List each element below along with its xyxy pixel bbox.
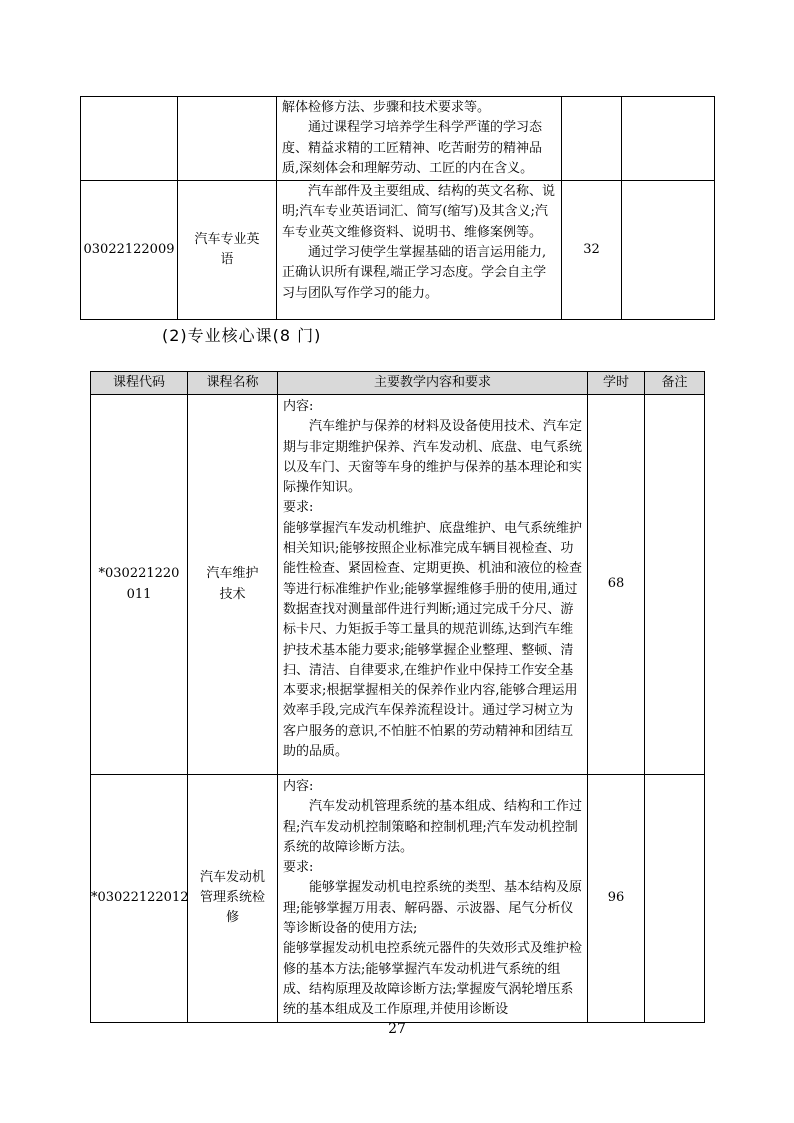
header-course-note: 备注 — [645, 372, 705, 395]
course-note-cell — [622, 97, 715, 181]
course-name-cell: 汽车维护技术 — [188, 395, 278, 775]
content-paragraph: 汽车维护与保养的材料及设备使用技术、汽车定期与非定期维护保养、汽车发动机、底盘、电气系统以及车门、天窗等车身的维护与保养的基本理论和实际操作知识。 — [283, 419, 583, 496]
content-paragraph: 内容: — [283, 779, 314, 794]
content-paragraph: 能够掌握发动机电控系统元器件的失效形式及维护检修的基本方法;能够掌握汽车发动机进气系统的组成、结构原理及故障诊断方法;掌握废气涡轮增压系统的基本组成及工作原理,并使用诊断设 — [283, 941, 583, 1018]
course-code-cell: *030221220011 — [91, 395, 188, 775]
course-hours-cell: 96 — [588, 775, 645, 1023]
course-hours-cell: 68 — [588, 395, 645, 775]
course-name-cell: 汽车专业英语 — [178, 181, 277, 320]
course-content-cell — [278, 775, 588, 1023]
course-content-cell — [278, 395, 588, 775]
section-title: (2)专业核心课(8 门) — [162, 326, 322, 345]
header-course-code: 课程代码 — [91, 372, 188, 395]
content-paragraph: 解体检修方法、步骤和技术要求等。 — [282, 100, 491, 115]
course-content-cell — [277, 181, 562, 320]
content-paragraph: 要求: — [283, 860, 314, 876]
content-paragraph: 通过课程学习培养学生科学严谨的学习态度、精益求精的工匠精神、吃苦耐劳的精神品质,深刻体会和理解劳动、工匠的内在含义。 — [282, 120, 543, 176]
table-row — [81, 181, 715, 320]
page-number: 27 — [388, 1021, 406, 1037]
table-header-row — [91, 372, 705, 395]
course-note-cell — [622, 181, 715, 320]
course-hours-cell — [562, 97, 622, 181]
content-paragraph: 内容: — [283, 399, 314, 414]
course-code-cell: *03022122012 — [91, 775, 188, 1023]
table-row — [91, 775, 705, 1023]
content-paragraph: 能够掌握发动机电控系统的类型、基本结构及原理;能够掌握万用表、解码器、示波器、尾气分析仪等诊断设备的使用方法; — [283, 880, 583, 937]
header-course-content: 主要教学内容和要求 — [278, 372, 588, 395]
core-course-table — [90, 371, 705, 1023]
course-note-cell — [645, 395, 705, 775]
table-row — [91, 395, 705, 775]
course-note-cell — [645, 775, 705, 1023]
content-paragraph: 通过学习使学生掌握基础的语言运用能力,正确认识所有课程,端正学习态度。学会自主学习与团队写作学习的能力。 — [282, 245, 547, 301]
content-paragraph: 汽车部件及主要组成、结构的英文名称、说明;汽车专业英语词汇、简写(缩写)及其含义;汽车专业英文维修资料、说明书、维修案例等。 — [282, 184, 556, 240]
course-name-cell: 汽车发动机管理系统检修 — [188, 775, 278, 1023]
content-paragraph: 汽车发动机管理系统的基本组成、结构和工作过程;汽车发动机控制策略和控制机理;汽车发动机控制系统的故障诊断方法。 — [283, 799, 583, 855]
course-name-cell — [178, 97, 277, 181]
content-paragraph: 能够掌握汽车发动机维护、底盘维护、电气系统维护相关知识;能够按照企业标准完成车辆目视检查、功能性检查、紧固检查、定期更换、机油和液位的检查等进行标准维护作业;能够掌握维修手册的使用,通过数据查找对测量部件进行判断;通过完成千分尺、游标卡尺、力矩扳手等工量具的规范训练,达到汽车维护技术基本能力要求;能够掌握企业整理、整顿、清扫、清洁、自律要求,在维护作业中保持工作安全基本要求;根据掌握相关的保养作业内容,能够合理运用效率手段,完成汽车保养流程设计。通过学习树立为客户服务的意识,不怕脏不怕累的劳动精神和团结互助的品质。 — [283, 520, 583, 760]
table-row — [81, 97, 715, 181]
course-code-cell — [81, 97, 178, 181]
content-paragraph: 要求: — [283, 500, 314, 516]
header-course-name: 课程名称 — [188, 372, 278, 395]
header-course-hours: 学时 — [588, 372, 645, 395]
course-table-continued — [80, 96, 715, 320]
course-content-cell — [277, 97, 562, 181]
course-hours-cell: 32 — [562, 181, 622, 320]
course-code-cell: 03022122009 — [81, 181, 178, 320]
